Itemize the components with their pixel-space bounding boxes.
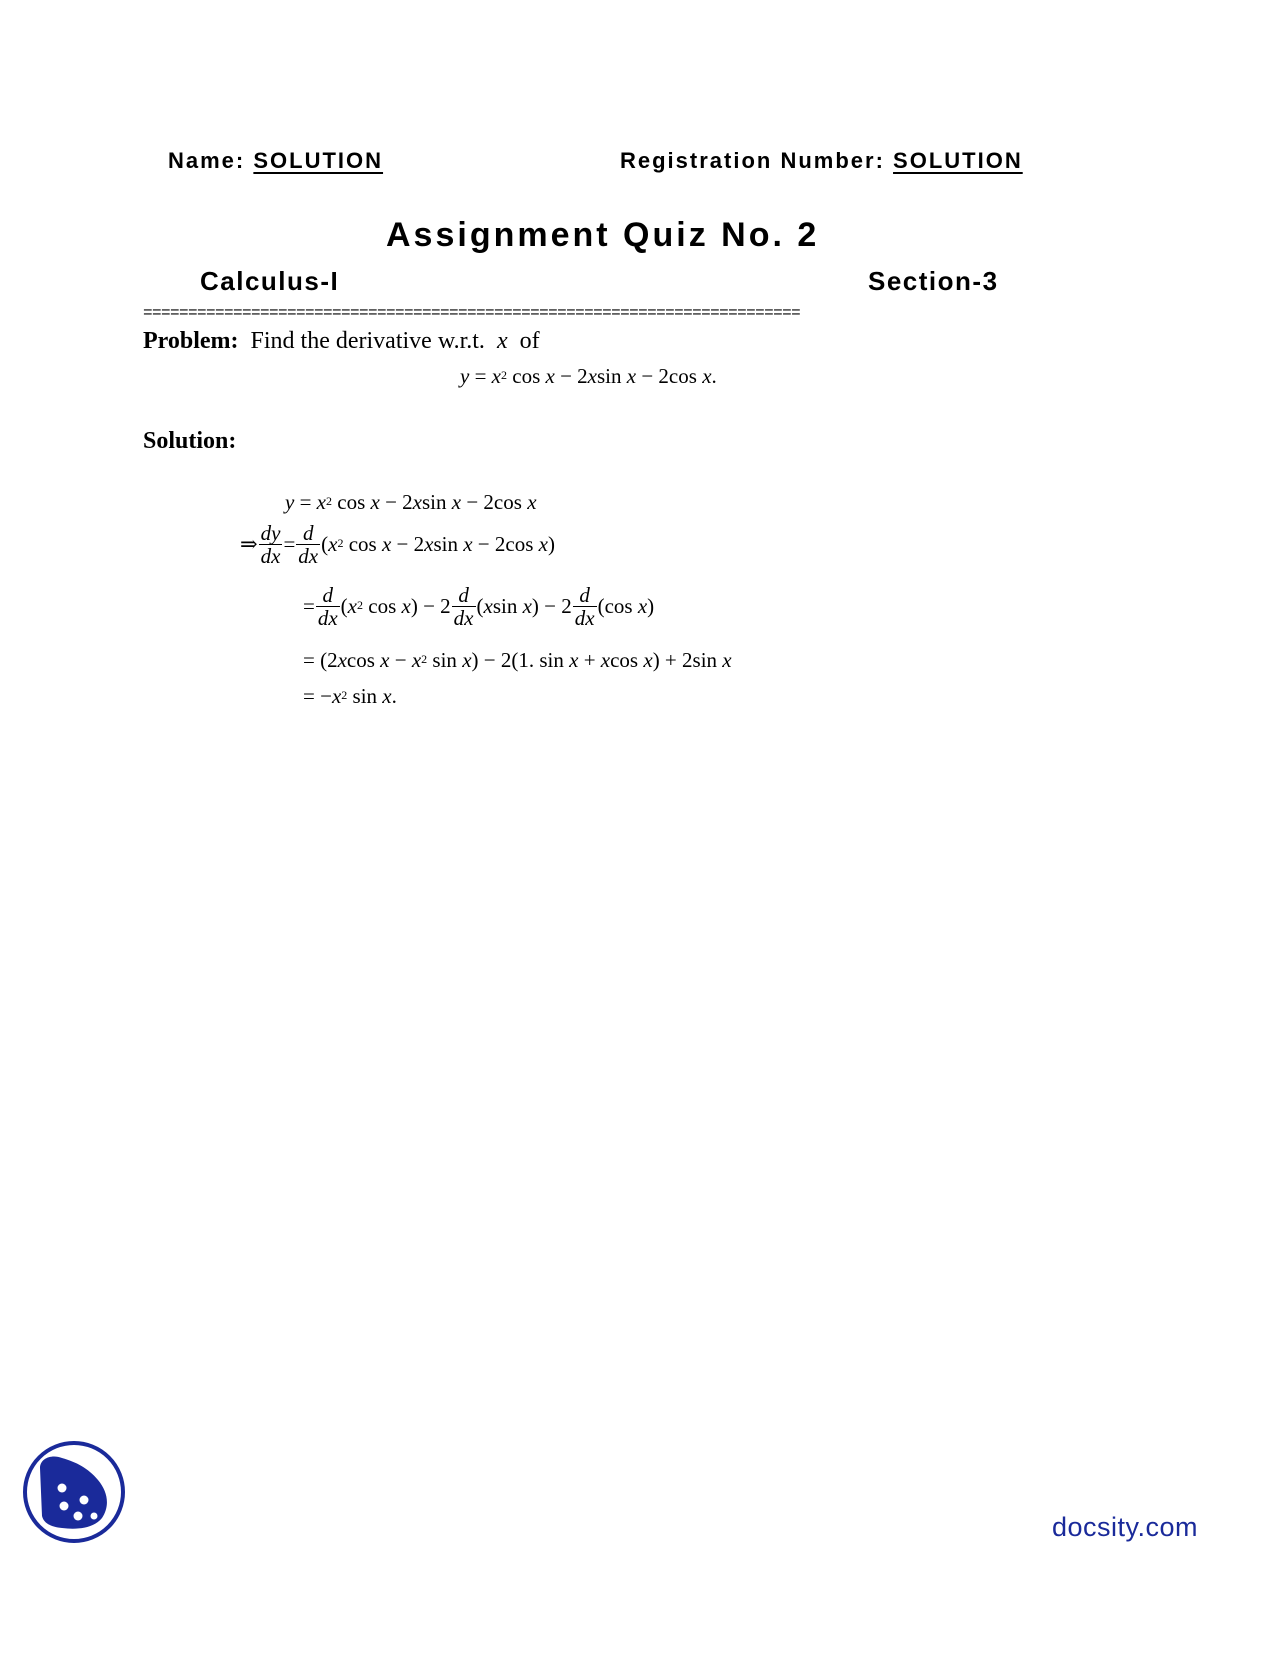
section-name: Section-3 xyxy=(868,266,999,296)
name-label: Name: xyxy=(168,148,246,173)
separator-rule: ========================================================================= xyxy=(143,304,801,322)
problem-text: Find the derivative w.r.t. xyxy=(250,328,485,354)
course-name: Calculus-I xyxy=(200,266,340,296)
problem-variable: x xyxy=(496,328,508,354)
solution-label: Solution: xyxy=(143,428,237,454)
registration-label: Registration Number: xyxy=(620,148,885,173)
solution-step-4: = (2xcos $x - x^2$ sin x) − 2(1. sin x + xcos x) + 2sin x xyxy=(303,648,732,672)
brand-link[interactable]: docsity.com xyxy=(1052,1512,1199,1542)
registration-field xyxy=(620,148,1023,174)
problem-suffix: of xyxy=(519,328,540,354)
name-value: SOLUTION xyxy=(253,148,384,173)
solution-step-1: $y = x^2$ cos x − 2xsin x − 2cos x xyxy=(285,490,537,514)
name-field xyxy=(168,148,383,174)
problem-label: Problem: xyxy=(143,328,239,354)
page-title: Assignment Quiz No. 2 xyxy=(386,216,820,254)
solution-step-2: ⇒ $\frac{dy}{dx}$ = $\frac{d}{dx}$ ($x^2$ cos x − 2xsin x − 2cos x) xyxy=(240,521,555,568)
registration-value: SOLUTION xyxy=(893,148,1023,173)
docsity-logo-icon xyxy=(22,1440,126,1544)
problem-equation: $y = x^2$ cos x − 2xsin x − 2cos x. xyxy=(460,364,717,388)
problem-statement xyxy=(143,328,540,355)
solution-step-3: = $\frac{d}{dx}$ ($x^2$ cos x) − 2 $\frac{d}{dx}$ (xsin x) − 2 $\frac{d}{dx}$ (cos x) xyxy=(303,583,655,630)
solution-step-5: = $-x^2$ sin x. xyxy=(303,684,397,708)
